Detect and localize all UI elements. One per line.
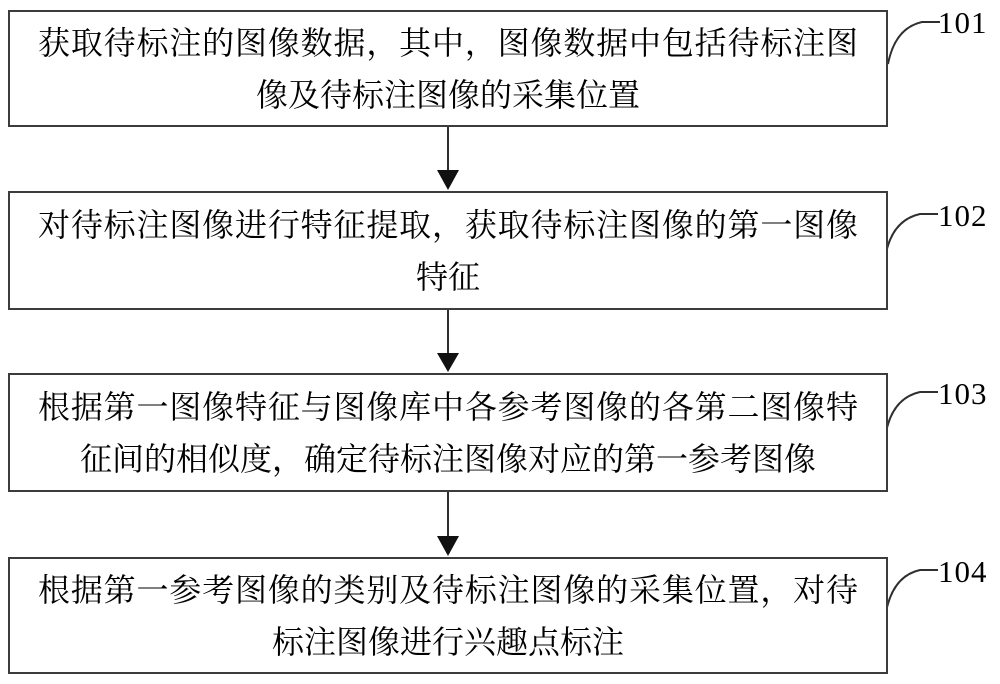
leader-line-101 xyxy=(888,22,940,64)
step-ref-label-102: 102 xyxy=(938,198,988,233)
flow-arrow-2 xyxy=(437,310,459,372)
step-box-102 xyxy=(8,191,888,310)
leader-line-102 xyxy=(886,214,938,253)
step-text-102: 对待标注图像进行特征提取，获取待标注图像的第一图像特征 xyxy=(38,206,858,295)
step-ref-label-103: 103 xyxy=(938,376,988,411)
leader-line-103 xyxy=(886,392,938,432)
step-ref-label-104: 104 xyxy=(938,554,988,589)
step-box-103 xyxy=(8,373,888,492)
flow-arrow-1 xyxy=(437,127,459,190)
flow-arrow-3 xyxy=(437,492,459,556)
step-text-104: 根据第一参考图像的类别及待标注图像的采集位置，对待标注图像进行兴趣点标注 xyxy=(38,571,858,660)
step-text-103: 根据第一图像特征与图像库中各参考图像的各第二图像特征间的相似度，确定待标注图像对应的第一参考图像 xyxy=(38,388,858,477)
leader-line-104 xyxy=(886,570,938,612)
step-box-104 xyxy=(8,557,888,674)
step-text-101: 获取待标注的图像数据，其中，图像数据中包括待标注图像及待标注图像的采集位置 xyxy=(38,24,858,113)
step-box-101 xyxy=(8,10,888,127)
step-ref-label-101: 101 xyxy=(938,5,988,40)
